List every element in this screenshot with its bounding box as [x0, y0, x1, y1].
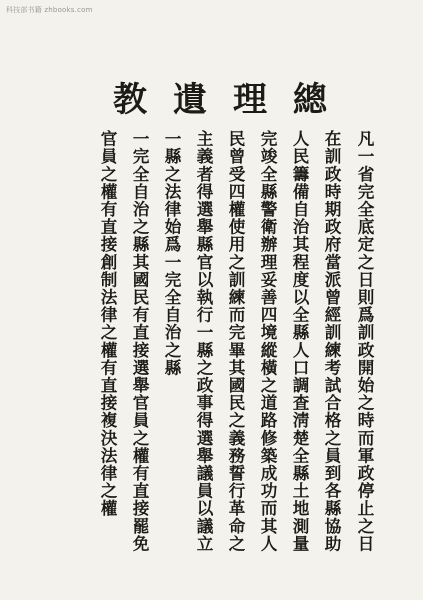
text-column-4: 完竣全縣警衛辦理妥善四境縱橫之道路修築成功而其人	[258, 130, 278, 553]
text-column-3: 人民籌備自治其程度以全縣人口調査淸楚全縣土地測量	[290, 130, 310, 553]
text-column-5: 民曾受四權使用之訓練而完畢其國民之義務誓行革命之	[226, 130, 246, 553]
page-title	[110, 74, 330, 118]
title-char: 遺	[173, 79, 207, 120]
title-char: 總	[293, 79, 327, 120]
text-column-2: 在訓政時期政府當派曾經訓練考試合格之員到各縣協助	[322, 130, 342, 553]
title-char: 理	[233, 79, 267, 120]
title-char: 教	[113, 79, 147, 120]
text-column-8: 一完全自治之縣其國民有直接選舉官員之權有直接罷免	[130, 130, 150, 553]
text-column-9: 官員之權有直接創制法律之權有直接複決法律之權	[98, 130, 118, 518]
text-column-6: 主義者得選舉縣官以執行一縣之政事得選舉議員以議立	[194, 130, 214, 553]
watermark: 科技部书籍 zhbooks.com	[6, 6, 93, 14]
text-column-7: 一縣之法律始爲一完全自治之縣	[162, 130, 182, 377]
text-column-1: 凡一省完全底定之日則爲訓政開始之時而軍政停止之日	[355, 130, 375, 553]
